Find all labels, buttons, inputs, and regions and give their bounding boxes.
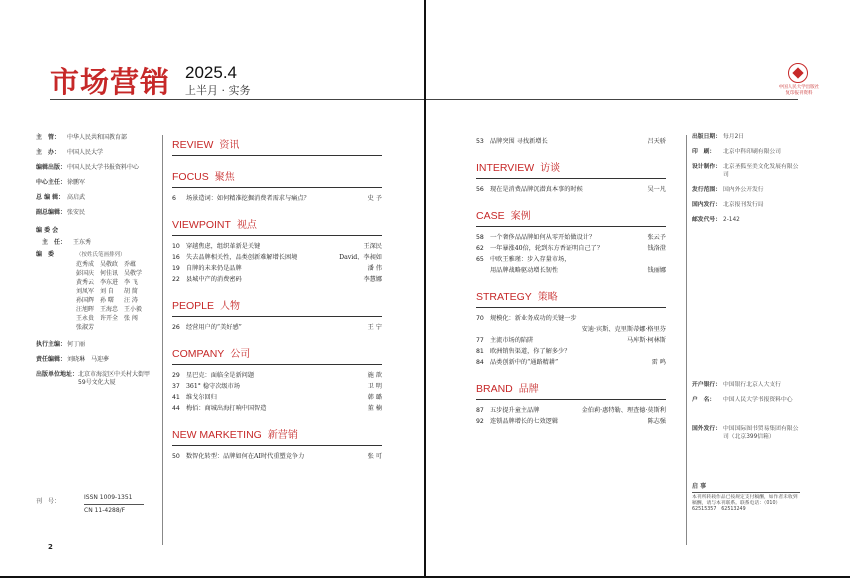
committee-member: 胡 简 bbox=[124, 288, 138, 295]
entry-title: 维戈尔回归 bbox=[186, 394, 217, 401]
committee-member: 何佳讯 bbox=[100, 270, 119, 277]
entry-author: 卫 明 bbox=[367, 383, 382, 390]
value-exec-editor: 何丁丽 bbox=[67, 341, 86, 348]
entry-author: 董 楠 bbox=[367, 405, 382, 412]
section-title-cn: 策略 bbox=[537, 292, 558, 303]
entry-title: 数智化转型：品牌如何在AI时代重塑竞争力 bbox=[186, 453, 305, 460]
editorial-committee bbox=[36, 227, 156, 332]
committee-member: 黄秀云 bbox=[76, 279, 95, 286]
entry-page: 50 bbox=[172, 453, 180, 460]
toc-left bbox=[172, 136, 382, 474]
value-pub-date: 每月2日 bbox=[723, 134, 745, 140]
section-heading bbox=[172, 297, 382, 317]
entry-page: 87 bbox=[476, 407, 484, 414]
section-title-cn: 聚焦 bbox=[214, 172, 235, 183]
toc-entry[interactable] bbox=[476, 184, 666, 195]
label-pub-date: 出版日期： bbox=[692, 134, 721, 140]
section-title-en: REVIEW bbox=[172, 139, 214, 151]
entry-page: 53 bbox=[476, 138, 484, 145]
label-resp-editor: 责任编辑： bbox=[36, 356, 67, 363]
section-title-cn: 新营销 bbox=[267, 430, 298, 441]
section-title-en: FOCUS bbox=[172, 171, 209, 183]
entry-title: 中欧王雅瑾：步入存量市场， bbox=[490, 256, 571, 263]
toc-section bbox=[172, 168, 382, 204]
toc-entry[interactable] bbox=[476, 416, 666, 427]
publisher-logo bbox=[776, 63, 822, 99]
toc-column-rule bbox=[162, 135, 163, 545]
entry-title: 穿越焦虑，组织革新是关键 bbox=[186, 243, 261, 250]
entry-page: 84 bbox=[476, 359, 484, 366]
section-title-cn: 品牌 bbox=[518, 384, 539, 395]
entry-title: 自牌的未来仍是品牌 bbox=[186, 265, 242, 272]
committee-member: 王永贵 bbox=[76, 315, 95, 322]
entry-title: 经营用户的“美好感” bbox=[186, 324, 242, 331]
committee-member: 孙国辉 bbox=[76, 297, 95, 304]
value-address: 北京市海淀区中关村大街甲59号文化大厦 bbox=[78, 371, 151, 386]
label-chief-editor: 总 编 辑： bbox=[36, 194, 65, 201]
label-chair: 主 任： bbox=[42, 239, 67, 246]
entry-page: 56 bbox=[476, 186, 484, 193]
entry-title: 主流市场的陷阱 bbox=[490, 337, 534, 344]
committee-member: 彭国庆 bbox=[76, 270, 95, 277]
value-supervisor: 中华人民共和国教育部 bbox=[67, 134, 128, 141]
entry-page: 41 bbox=[172, 394, 180, 401]
entry-title: 梅佰：商城出海打响中国智造 bbox=[186, 405, 267, 412]
label-director: 中心主任： bbox=[36, 179, 67, 186]
entry-author: 王 宁 bbox=[367, 324, 382, 331]
section-title-cn: 访谈 bbox=[540, 163, 561, 174]
value-publisher: 中国人民大学书报资料中心 bbox=[67, 164, 140, 171]
toc-entry[interactable] bbox=[476, 243, 666, 254]
entry-title: 品牌突围 寻找新增长 bbox=[490, 138, 548, 145]
entry-page: 62 bbox=[476, 245, 484, 252]
entry-author: 金伯莉·惠特勒、理查德·莫斯利 bbox=[581, 407, 666, 414]
pubinfo-column-rule bbox=[686, 135, 687, 545]
logo-emblem-icon bbox=[788, 63, 808, 83]
entry-author: David、李昶如 bbox=[339, 254, 382, 261]
committee-member: 刘 自 bbox=[100, 288, 114, 295]
masthead-info bbox=[36, 134, 156, 394]
toc-entry[interactable] bbox=[476, 254, 666, 265]
issn-number: ISSN 1009-1351 bbox=[84, 494, 133, 501]
entry-author: 李慧娜 bbox=[363, 276, 382, 283]
toc-entry[interactable] bbox=[476, 136, 666, 147]
entry-author bbox=[662, 313, 666, 324]
toc-section bbox=[172, 345, 382, 414]
label-publisher: 编辑出版： bbox=[36, 164, 67, 171]
entry-title: 五步提升童主品牌 bbox=[490, 407, 540, 414]
entry-title: 县城中产的消费密码 bbox=[186, 276, 242, 283]
toc-section bbox=[172, 216, 382, 285]
section-title-en: PEOPLE bbox=[172, 300, 215, 312]
entry-page: 92 bbox=[476, 418, 484, 425]
value-distribution-scope: 国内外公开发行 bbox=[723, 187, 764, 193]
committee-member: 刘凤军 bbox=[76, 288, 95, 295]
entry-author: 吴一凡 bbox=[647, 186, 666, 193]
value-bank: 中国银行北京人大支行 bbox=[723, 382, 781, 388]
label-exec-editor: 执行主编： bbox=[36, 341, 67, 348]
entry-page: 19 bbox=[172, 265, 180, 272]
toc-section bbox=[172, 426, 382, 462]
label-design: 设计制作： bbox=[692, 164, 721, 170]
section-heading bbox=[476, 380, 666, 400]
issue-number: 2025.4 bbox=[185, 63, 237, 82]
toc-section bbox=[476, 380, 666, 427]
committee-member: 许开全 bbox=[100, 315, 119, 322]
toc-entry[interactable] bbox=[172, 381, 382, 392]
toc-entry[interactable] bbox=[476, 265, 666, 276]
logo-text: 中国人民大学出版社 复印报刊资料 bbox=[778, 85, 820, 96]
entry-page: 6 bbox=[172, 195, 176, 202]
entry-author: 潘 伟 bbox=[367, 265, 382, 272]
toc-entry[interactable] bbox=[172, 403, 382, 414]
label-distribution-scope: 发行范围： bbox=[692, 187, 721, 193]
entry-title: 星巴克：面临全是新问题 bbox=[186, 372, 255, 379]
entry-author: 雷 鸣 bbox=[651, 359, 666, 366]
section-heading bbox=[172, 216, 382, 236]
section-title-en: COMPANY bbox=[172, 348, 225, 360]
entry-author: 钱丽娜 bbox=[647, 267, 666, 274]
entry-author: 张云予 bbox=[647, 234, 666, 241]
committee-member: 孙 曙 bbox=[100, 297, 114, 304]
section-heading bbox=[172, 168, 382, 188]
entry-author: 马库斯·柯林斯 bbox=[626, 337, 666, 344]
notice-title: 启 事 bbox=[692, 484, 800, 493]
label-sponsor: 主 办： bbox=[36, 149, 61, 156]
committee-member: 吴敬学 bbox=[124, 270, 143, 277]
committee-member: 李东进 bbox=[100, 279, 119, 286]
entry-author: 吕天骄 bbox=[647, 138, 666, 145]
notice-body: 本刊所转载作品已按规定支付稿酬，如作者未收到稿酬，请与本刊联系。联系电话：（010）62515357 62513249 bbox=[692, 495, 798, 512]
toc-section bbox=[476, 159, 666, 195]
toc-entry[interactable] bbox=[172, 370, 382, 381]
masthead-rule bbox=[50, 99, 424, 100]
toc-section bbox=[476, 207, 666, 276]
section-title-cn: 资讯 bbox=[219, 140, 240, 151]
label-members: 编 委 bbox=[36, 251, 55, 258]
label-deputy-editor: 副总编辑： bbox=[36, 209, 67, 216]
value-domestic-dist: 北京报刊发行局 bbox=[723, 202, 764, 208]
section-title-en: STRATEGY bbox=[476, 291, 532, 303]
toc-entry[interactable] bbox=[476, 405, 666, 416]
value-chief-editor: 高启武 bbox=[67, 194, 86, 201]
section-title-cn: 视点 bbox=[236, 220, 257, 231]
page-number: 2 bbox=[48, 543, 53, 551]
entry-author: 陈志强 bbox=[647, 418, 666, 425]
entry-page: 81 bbox=[476, 348, 484, 355]
label-address: 出版单位地址： bbox=[36, 371, 79, 378]
publication-info bbox=[692, 133, 802, 448]
toc-entry[interactable] bbox=[172, 252, 382, 263]
value-overseas-dist: 中国国际图书贸易集团有限公司（北京399信箱） bbox=[723, 426, 799, 440]
entry-page: 26 bbox=[172, 324, 180, 331]
toc-entry[interactable] bbox=[172, 193, 382, 204]
value-postal-code: 2-142 bbox=[723, 217, 740, 223]
value-director: 徐鹏军 bbox=[67, 179, 86, 186]
entry-page: 29 bbox=[172, 372, 180, 379]
section-title-en: NEW MARKETING bbox=[172, 429, 262, 441]
section-heading bbox=[172, 426, 382, 446]
entry-title: 连锁品牌增长的七效逻辑 bbox=[490, 418, 559, 425]
entry-title: 一年暴涨40倍，轮到东方香证明自己了？ bbox=[490, 245, 604, 252]
members-grid bbox=[76, 261, 156, 332]
toc-entry[interactable] bbox=[476, 335, 666, 346]
toc-entry[interactable] bbox=[172, 451, 382, 462]
toc-entry[interactable] bbox=[172, 322, 382, 333]
committee-member: 汪 涛 bbox=[124, 297, 138, 304]
entry-title: 361° 稳守次级市场 bbox=[186, 383, 240, 390]
entry-page: 44 bbox=[172, 405, 180, 412]
label-printer: 印 刷： bbox=[692, 149, 716, 155]
section-title-en: VIEWPOINT bbox=[172, 219, 231, 231]
label-account: 户 名： bbox=[692, 397, 716, 403]
committee-title: 编 委 会 bbox=[36, 227, 59, 234]
entry-author: 王深民 bbox=[363, 243, 382, 250]
value-chair: 王东秀 bbox=[73, 239, 92, 246]
toc-entry[interactable] bbox=[476, 324, 666, 335]
entry-page: 77 bbox=[476, 337, 484, 344]
left-page bbox=[0, 0, 424, 578]
notice-block bbox=[692, 484, 800, 513]
section-title-en: BRAND bbox=[476, 383, 513, 395]
entry-title: 场景造词：如何精准挖掘消费者需求与痛点？ bbox=[186, 195, 310, 202]
value-design: 北京圣狐至美文化发展有限公司 bbox=[723, 164, 799, 178]
entry-page: 22 bbox=[172, 276, 180, 283]
section-heading bbox=[476, 288, 666, 308]
section-heading bbox=[172, 136, 382, 156]
value-deputy-editor: 张安民 bbox=[67, 209, 86, 216]
committee-member: 汪旭晖 bbox=[76, 306, 95, 313]
toc-entry[interactable] bbox=[476, 346, 666, 357]
entry-title: 一个奢侈品品牌如何从零开始做设计？ bbox=[490, 234, 596, 241]
entry-page: 16 bbox=[172, 254, 180, 261]
section-title-en: CASE bbox=[476, 210, 505, 222]
magazine-title: 市场营销 bbox=[50, 65, 171, 99]
toc-section bbox=[476, 136, 666, 147]
committee-member: 张淑芳 bbox=[76, 324, 95, 331]
committee-member: 张 闯 bbox=[124, 315, 138, 322]
toc-entry[interactable] bbox=[476, 313, 666, 324]
label-domestic-dist: 国内发行： bbox=[692, 202, 721, 208]
label-overseas-dist: 国外发行： bbox=[692, 426, 721, 432]
committee-member: 吴敬政 bbox=[100, 261, 119, 268]
toc-section bbox=[172, 136, 382, 156]
section-heading bbox=[476, 207, 666, 227]
label-supervisor: 主 管： bbox=[36, 134, 61, 141]
entry-author bbox=[662, 346, 666, 357]
entry-author: 韩 璐 bbox=[367, 394, 382, 401]
committee-member: 范秀成 bbox=[76, 261, 95, 268]
toc-right bbox=[476, 136, 666, 439]
entry-title bbox=[490, 324, 578, 335]
committee-member: 王小毅 bbox=[124, 306, 143, 313]
entry-author: 安迪·宾斯、克里斯蒂娜·格里芬 bbox=[581, 326, 666, 333]
issue-subtitle: 上半月 · 实务 bbox=[185, 84, 251, 97]
entry-page: 65 bbox=[476, 256, 484, 263]
entry-page: 37 bbox=[172, 383, 180, 390]
issn-block bbox=[36, 494, 156, 514]
members-note: （按姓氏笔画排列） bbox=[76, 252, 126, 258]
entry-title: 欧洲销售渠道，你了解多少？ bbox=[490, 348, 571, 355]
entry-author: 张 可 bbox=[367, 453, 382, 460]
entry-author: 钱洛澄 bbox=[647, 245, 666, 252]
toc-entry[interactable] bbox=[476, 357, 666, 368]
toc-entry[interactable] bbox=[172, 274, 382, 285]
right-page bbox=[426, 0, 850, 578]
toc-entry[interactable] bbox=[172, 263, 382, 274]
label-postal-code: 邮发代号： bbox=[692, 217, 721, 223]
entry-page bbox=[476, 324, 490, 335]
section-title-en: INTERVIEW bbox=[476, 162, 535, 174]
entry-author bbox=[662, 254, 666, 265]
section-title-cn: 公司 bbox=[230, 349, 251, 360]
section-title-cn: 人物 bbox=[220, 301, 241, 312]
entry-title: 用品牌战略驱动增长韧性 bbox=[490, 267, 559, 274]
toc-section bbox=[172, 297, 382, 333]
value-printer: 北京中科印刷有限公司 bbox=[723, 149, 781, 155]
section-heading bbox=[172, 345, 382, 365]
entry-title: 规模化：新业务成功的关键一步 bbox=[490, 315, 577, 322]
toc-section bbox=[476, 288, 666, 368]
masthead-rule-right bbox=[426, 99, 798, 100]
entry-title: 失去品牌相关性，品类创新难解增长困境 bbox=[186, 254, 298, 261]
entry-author: 施 歆 bbox=[367, 372, 382, 379]
label-issn: 刊 号： bbox=[36, 498, 61, 505]
entry-title: 品类创新中的“通路精耕” bbox=[490, 359, 559, 366]
value-sponsor: 中国人民大学 bbox=[67, 149, 104, 156]
entry-page: 70 bbox=[476, 315, 484, 322]
toc-entry[interactable] bbox=[476, 232, 666, 243]
entry-page: 58 bbox=[476, 234, 484, 241]
committee-member: 李 飞 bbox=[124, 279, 138, 286]
entry-page: 10 bbox=[172, 243, 180, 250]
toc-entry[interactable] bbox=[172, 392, 382, 403]
committee-member: 乔蕴 bbox=[124, 261, 137, 268]
section-title-cn: 案例 bbox=[510, 211, 531, 222]
value-resp-editor: 刘晓琳 马迎夢 bbox=[67, 356, 110, 363]
value-account: 中国人民大学书报资料中心 bbox=[723, 397, 793, 403]
entry-author: 史 予 bbox=[367, 195, 382, 202]
cn-number: CN 11-4288/F bbox=[84, 507, 126, 514]
label-bank: 开户银行： bbox=[692, 382, 721, 388]
entry-page bbox=[476, 265, 490, 276]
toc-entry[interactable] bbox=[172, 241, 382, 252]
section-heading bbox=[476, 159, 666, 179]
committee-member: 王海忠 bbox=[100, 306, 119, 313]
entry-title: 现在是消费品牌沉潜真本事的时候 bbox=[490, 186, 583, 193]
